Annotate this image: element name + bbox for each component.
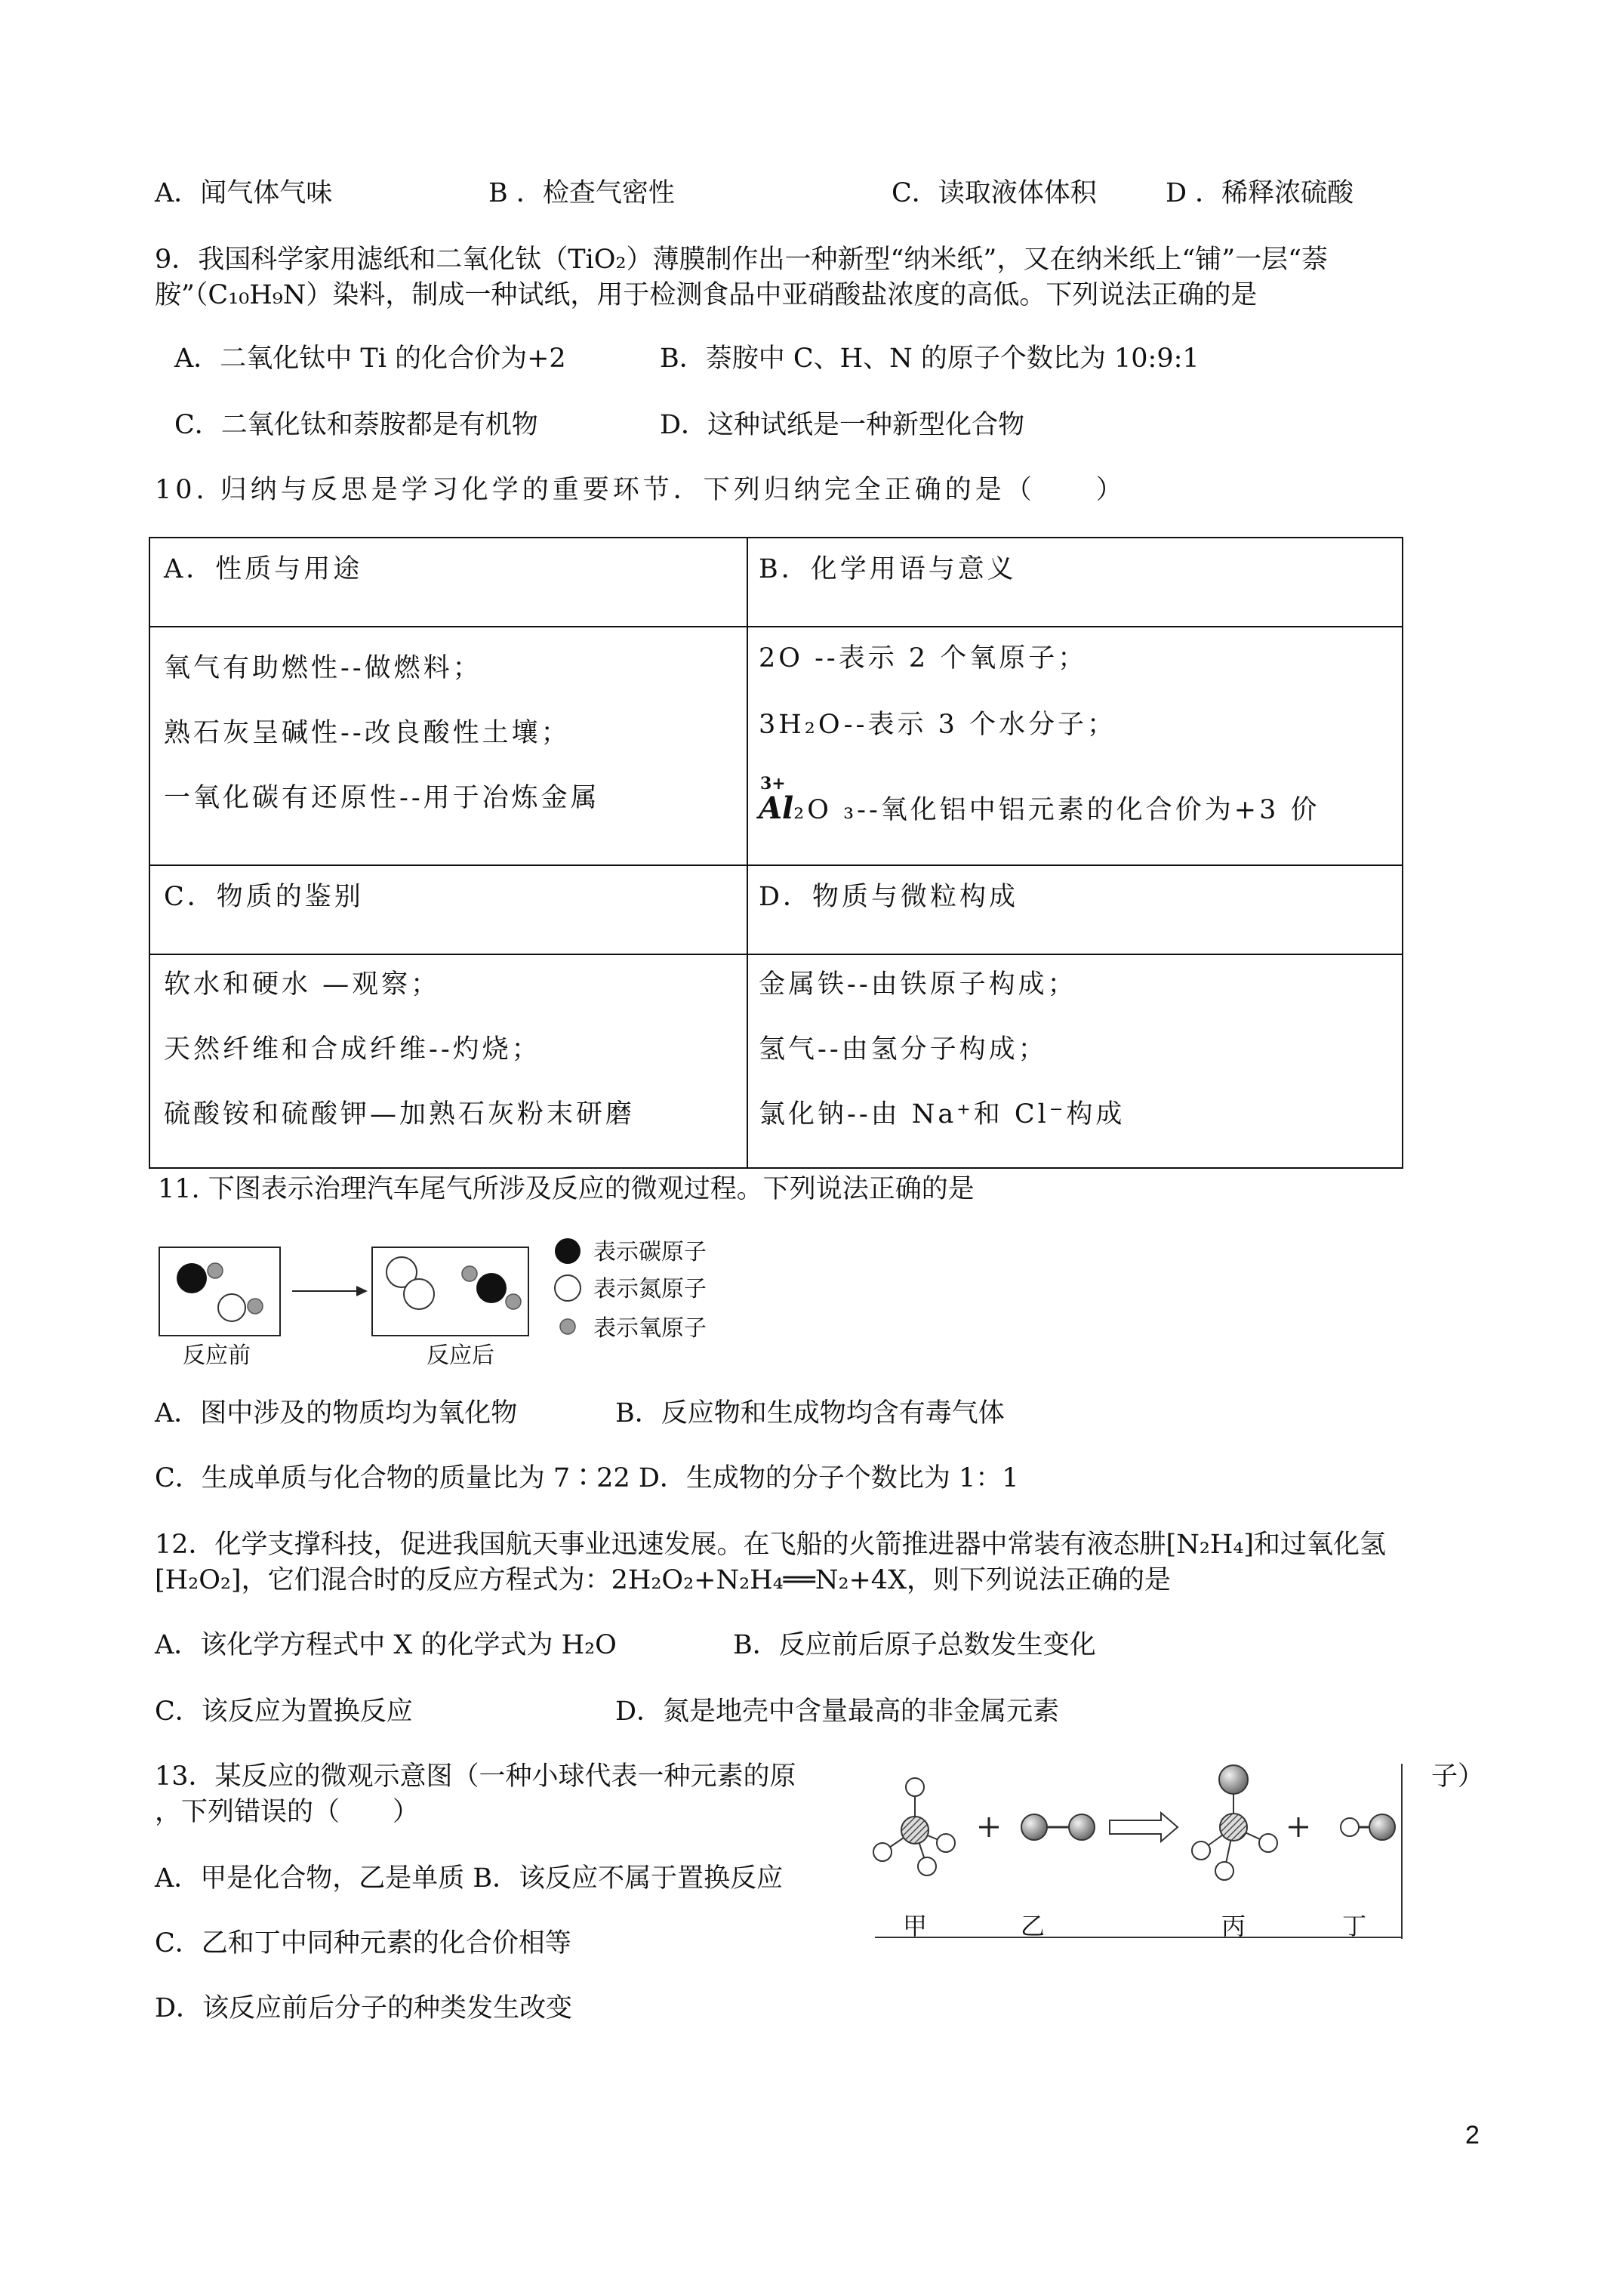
q8-option-c: C．读取液体体积 xyxy=(892,178,1097,208)
q8-option-a: A．闻气体气味 xyxy=(155,178,333,208)
cell-a-line-1: 氧气有助燃性--做燃料； xyxy=(164,653,482,683)
hatched-atom xyxy=(1220,1814,1247,1841)
q9-option-c: C．二氧化钛和萘胺都是有机物 xyxy=(174,410,538,440)
white-atom xyxy=(906,1778,924,1796)
plus-sign xyxy=(1289,1817,1308,1837)
nitrogen-atom xyxy=(404,1279,434,1309)
q9-option-d: D．这种试纸是一种新型化合物 xyxy=(660,410,1025,440)
q13-micro-reaction-diagram xyxy=(861,1737,1419,1955)
cell-a-title: A．性质与用途 xyxy=(164,554,363,584)
cell-c-title: C．物质的鉴别 xyxy=(164,882,364,912)
table-row-divider xyxy=(150,626,1402,627)
q13-option-c: C．乙和丁中同种元素的化合价相等 xyxy=(155,1928,571,1959)
nitrogen-atom xyxy=(218,1294,245,1321)
q10-stem: 10. 归纳与反思是学习化学的重要环节．下列归纳完全正确的是（ ） xyxy=(155,475,1126,505)
oxygen-atom xyxy=(208,1263,223,1278)
q8-option-b: B ．检查气密性 xyxy=(488,178,675,208)
q12-option-a: A．该化学方程式中 X 的化学式为 H₂O xyxy=(155,1630,617,1660)
q12-option-b: B．反应前后原子总数发生变化 xyxy=(733,1630,1096,1660)
plus-sign xyxy=(979,1817,999,1837)
white-atom xyxy=(873,1843,892,1861)
table-row-divider xyxy=(150,864,1402,866)
molecule-ding xyxy=(1341,1814,1395,1840)
cell-b-line-1: 2O --表示 2 个氧原子； xyxy=(759,643,1088,673)
aluminum-symbol-with-valence xyxy=(759,774,794,826)
carbon-atom xyxy=(177,1263,207,1293)
q9-stem-line-1: 9．我国科学家用滤纸和二氧化钛（TiO₂）薄膜制作出一种新型“纳米纸”，又在纳米纸上“铺”一层“萘 xyxy=(155,245,1329,275)
q9-option-b: B．萘胺中 C、H、N 的原子个数比为 10:9:1 xyxy=(660,344,1200,374)
legend-nitrogen-icon xyxy=(555,1275,581,1301)
before-reaction-box xyxy=(159,1247,280,1336)
molecule-yi xyxy=(1021,1814,1095,1840)
q11-option-a: A．图中涉及的物质均为氧化物 xyxy=(155,1398,518,1428)
cell-c-line-1: 软水和硬水 —观察； xyxy=(164,969,441,1000)
table-column-divider xyxy=(747,538,748,1167)
legend-nitrogen-label: 表示氮原子 xyxy=(593,1276,707,1302)
legend-carbon-icon xyxy=(555,1238,581,1264)
molecule-jia xyxy=(873,1778,955,1875)
hatched-atom xyxy=(901,1817,929,1844)
molecule-bing xyxy=(1192,1765,1277,1880)
valence-superscript: 3+ xyxy=(760,774,786,794)
gray-atom xyxy=(1219,1765,1248,1794)
label-yi: 乙 xyxy=(1020,1912,1046,1940)
q13-stem-line-1: 13．某反应的微观示意图（一种小球代表一种元素的原 xyxy=(155,1761,796,1792)
q9-option-a: A．二氧化钛中 Ti 的化合价为+2 xyxy=(174,344,566,374)
element-symbol: Al xyxy=(759,791,794,826)
legend-oxygen-icon xyxy=(560,1319,575,1334)
label-bing: 丙 xyxy=(1221,1912,1246,1940)
gray-atom xyxy=(1369,1814,1395,1840)
q11-option-b: B．反应物和生成物均含有毒气体 xyxy=(615,1398,1005,1428)
cell-c-line-2: 天然纤维和合成纤维--灼烧； xyxy=(164,1034,541,1065)
white-atom xyxy=(937,1834,955,1852)
white-atom xyxy=(1192,1841,1210,1860)
q12-stem-line-2: [H₂O₂]，它们混合时的反应方程式为：2H₂O₂+N₂H₄══N₂+4X，则下列说法正确的是 xyxy=(155,1565,1171,1595)
white-atom xyxy=(1259,1834,1277,1852)
oxygen-atom xyxy=(248,1299,263,1314)
cell-d-line-3: 氯化钠--由 Na⁺和 Cl⁻构成 xyxy=(759,1099,1126,1130)
cell-d-title: D．物质与微粒构成 xyxy=(759,882,1019,912)
q10-summary-table xyxy=(149,537,1403,1169)
q9-stem-line-2: 胺”（C₁₀H₉N）染料，制成一种试纸，用于检测食品中亚硝酸盐浓度的高低。下列说法正确的是 xyxy=(155,280,1258,310)
oxygen-atom xyxy=(462,1266,477,1281)
white-atom xyxy=(918,1857,936,1875)
legend-carbon-label: 表示碳原子 xyxy=(593,1239,707,1265)
q12-option-d: D．氮是地壳中含量最高的非金属元素 xyxy=(615,1697,1060,1727)
label-ding: 丁 xyxy=(1341,1912,1367,1940)
gray-atom xyxy=(1021,1814,1047,1840)
q13-option-d: D．该反应前后分子的种类发生改变 xyxy=(155,1993,573,2023)
white-atom xyxy=(1215,1862,1233,1880)
cell-c-line-3: 硫酸铵和硫酸钾—加熟石灰粉末研磨 xyxy=(164,1099,636,1130)
before-reaction-label: 反应前 xyxy=(183,1342,251,1369)
q8-option-d: D ．稀释浓硫酸 xyxy=(1166,178,1354,208)
gray-atom xyxy=(1069,1814,1095,1840)
legend-oxygen-label: 表示氧原子 xyxy=(593,1315,707,1342)
q13-stem-line-2: ，下列错误的（ ） xyxy=(155,1797,420,1827)
q12-option-c: C．该反应为置换反应 xyxy=(155,1697,413,1727)
reaction-arrow-head xyxy=(356,1286,368,1296)
formula-meaning-text: ₂O ₃--氧化铝中铝元素的化合价为+3 价 xyxy=(793,795,1320,825)
white-atom xyxy=(1341,1818,1359,1836)
label-jia: 甲 xyxy=(902,1912,928,1940)
cell-d-line-2: 氢气--由氢分子构成； xyxy=(759,1034,1048,1065)
q12-stem-line-1: 12．化学支撑科技，促进我国航天事业迅速发展。在飞船的火箭推进器中常装有液态肼[N₂H₄]和过氧化氢 xyxy=(155,1530,1387,1560)
table-row-divider xyxy=(150,954,1402,955)
cell-d-line-1: 金属铁--由铁原子构成； xyxy=(759,969,1077,1000)
oxygen-atom xyxy=(506,1294,521,1309)
cell-a-line-2: 熟石灰呈碱性--改良酸性土壤； xyxy=(164,718,571,748)
page-number: 2 xyxy=(1465,2121,1480,2150)
carbon-atom xyxy=(476,1273,507,1303)
q13-option-a-b: A．甲是化合物，乙是单质 B．该反应不属于置换反应 xyxy=(155,1863,784,1894)
q11-reaction-diagram xyxy=(151,1231,755,1374)
after-reaction-label: 反应后 xyxy=(427,1342,494,1369)
cell-b-line-2: 3H₂O--表示 3 个水分子； xyxy=(759,710,1116,740)
q13-stem-line-1-end: 子） xyxy=(1431,1761,1485,1792)
q11-option-c-d: C．生成单质与化合物的质量比为 7∶22 D．生成物的分子个数比为 1：1 xyxy=(155,1463,1019,1493)
cell-b-title: B．化学用语与意义 xyxy=(759,554,1017,584)
q11-stem: 11. 下图表示治理汽车尾气所涉及反应的微观过程。下列说法正确的是 xyxy=(158,1174,975,1204)
reaction-arrow-icon xyxy=(1110,1813,1178,1841)
cell-b-line-3 xyxy=(759,774,1320,826)
cell-a-line-3: 一氧化碳有还原性--用于冶炼金属 xyxy=(164,783,600,813)
